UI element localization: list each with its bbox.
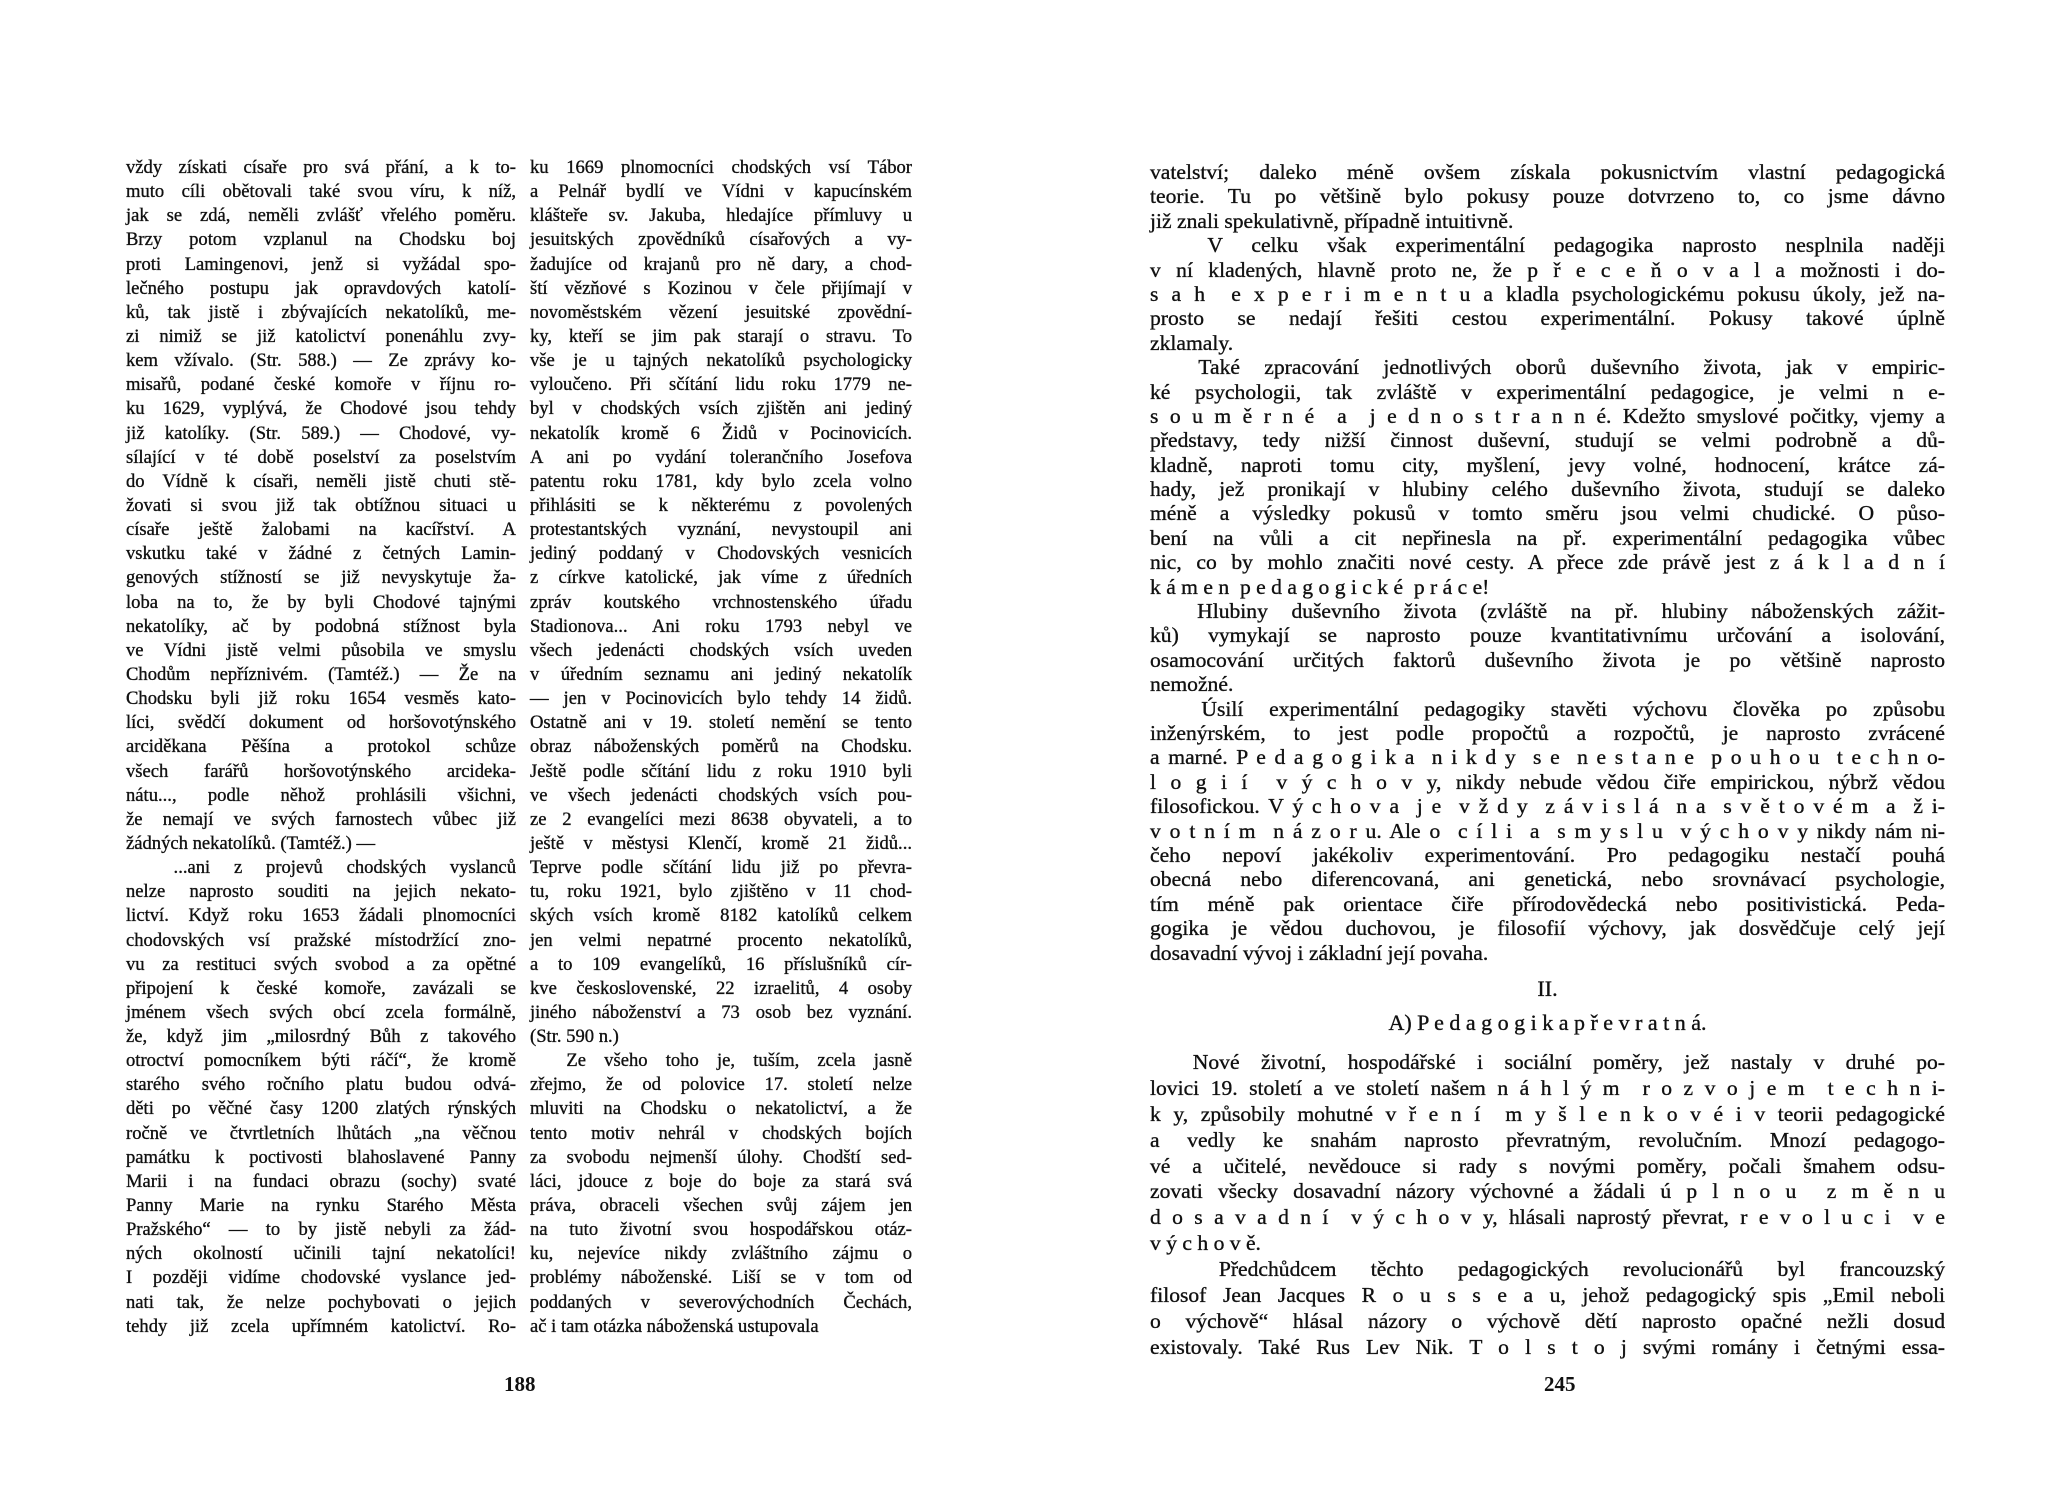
text-line: mluviti na Chodsku o nekatolictví, a že <box>530 1098 912 1120</box>
text-line: v úředním seznamu ani jediný nekatolík <box>530 663 912 685</box>
text-line: gogika je vědou duchovou, je filosofií výchovy, jak dosvědčuje celý její <box>1150 916 1945 941</box>
text-line: nátu..., podle něhož prohlásili všichni, <box>126 784 516 806</box>
text-line: jak se zdá, neměli zvlášť vřelého poměru. <box>126 205 516 227</box>
text-line: čeho nepoví jakékoliv experimentování. Pro pedagogiku nestačí pouhá <box>1150 842 1945 867</box>
text-line: Ze všeho toho je, tuším, zcela jasně <box>530 1050 912 1072</box>
text-line: d o s a v a d n í v ý c h o v y, hlásali naprostý převrat, r e v o l u c i v e <box>1150 1205 1945 1230</box>
text-line: lečného postupu jak opravdových katolí- <box>126 277 516 299</box>
text-line: nic, co by mohlo značiti nové cesty. A přece zde právě jest z á k l a d n í <box>1150 550 1945 575</box>
text-line: V celku však experimentální pedagogika naprosto nesplnila naději <box>1150 233 1945 258</box>
text-line: filosofickou. V ý c h o v a j e v ž d y z á v i s l á n a s v ě t o v é m a ž i- <box>1150 794 1945 819</box>
text-line: Ostatně ani v 19. století nemění se tento <box>530 712 912 734</box>
text-block-2 <box>1150 1050 1945 1361</box>
text-line: všech farářů horšovotýnského arcideka- <box>126 760 516 782</box>
text-line: poddaných v severovýchodních Čechách, <box>530 1291 912 1313</box>
text-line: sílající v té době poselství za poselstvím <box>126 446 516 468</box>
text-line: byl v chodských vsích zjištěn ani jediný <box>530 398 912 420</box>
text-line: žovati si svou již tak obtížnou situaci u <box>126 494 516 516</box>
text-line: ky, kteří se jim pak starají o stravu. To <box>530 325 912 347</box>
text-line: ků, tak jistě i zbývajících nekatolíků, me- <box>126 301 516 323</box>
text-line: kladně, naproti tomu city, myšlení, jevy volné, hodnocení, krátce zá- <box>1150 452 1945 477</box>
text-line: a Pelnář bydlí ve Vídni v kapucínském <box>530 181 912 203</box>
text-line: jesuitských zpovědníků císařových a vy- <box>530 229 912 251</box>
text-line: ještě v městysi Klenčí, kromě 21 židů... <box>530 832 912 854</box>
text-line: za svobodu nejmenší úlohy. Chodští sed- <box>530 1146 912 1168</box>
text-line: Pražského“ — to by jistě nebyli za žád- <box>126 1219 516 1241</box>
text-line: již katolíky. (Str. 589.) — Chodové, vy- <box>126 422 516 444</box>
text-line: vskutku také v žádné z četných Lamin- <box>126 543 516 565</box>
text-line: vyloučeno. Při sčítání lidu roku 1779 ne- <box>530 374 912 396</box>
text-line: proti Lamingenovi, jenž si vyžádal spo- <box>126 253 516 275</box>
text-line: ...ani z projevů chodských vyslanců <box>126 857 516 879</box>
text-line: Předchůdcem těchto pedagogických revolucionářů byl francouzský <box>1150 1257 1945 1282</box>
text-line: jediný poddaný v Chodovských vesnicích <box>530 543 912 565</box>
text-block-1 <box>1150 160 1945 965</box>
text-line: Stadionova... Ani roku 1793 nebyl ve <box>530 615 912 637</box>
text-line: zi nimiž se již katolictví ponenáhlu zvy- <box>126 325 516 347</box>
text-line: a vedly ke snahám naprosto převratným, revolučním. Mnozí pedagogo- <box>1150 1127 1945 1152</box>
text-line: obecná nebo diferencovaná, ani genetická, nebo srovnávací psychologie, <box>1150 867 1945 892</box>
text-line: I později vidíme chodovské vyslance jed- <box>126 1267 516 1289</box>
text-line: tehdy již zcela upřímném katolictví. Ro- <box>126 1315 516 1337</box>
text-line: s a h e x p e r i m e n t u a kladla psychologickému pokusu úkoly, jež na- <box>1150 281 1945 306</box>
text-line: lictví. Když roku 1653 žádali plnomocníci <box>126 905 516 927</box>
text-line: ku 1669 plnomocníci chodských vsí Tábor <box>530 157 912 178</box>
text-line: ků) vymykají se naprosto pouze kvantitativnímu určování a isolování, <box>1150 623 1945 648</box>
text-line: vše je u tajných nekatolíků psychologicky <box>530 350 912 372</box>
text-line: vatelství; daleko méně ovšem získala pokusnictvím vlastní pedagogická <box>1150 160 1945 184</box>
text-line: ku, nejevíce nikdy zvláštního zájmu o <box>530 1243 912 1265</box>
text-line: s o u m ě r n é a j e d n o s t r a n n é. Kdežto smyslové počitky, vjemy a <box>1150 403 1945 428</box>
text-line: připojení k české komoře, zavázali se <box>126 977 516 999</box>
text-line: teorie. Tu po většině bylo pokusy pouze dotvrzeno to, co jsme dávno <box>1150 184 1945 209</box>
text-line: líci, svědčí dokument od horšovotýnského <box>126 712 516 734</box>
text-line: že, když jim „milosrdný Bůh z takového <box>126 1026 516 1048</box>
text-line: bení na vůli a cit nepřinesla na př. experimentální pedagogika vůbec <box>1150 525 1945 550</box>
text-line: žadujíce od krajanů pro ně dary, a chod- <box>530 253 912 275</box>
text-line: jiného náboženství a 73 osob bez vyznání. <box>530 1001 912 1023</box>
page-number: 245 <box>1544 1372 1576 1396</box>
text-line: nekatolík kromě 6 Židů v Pocinovicích. <box>530 422 912 444</box>
text-line: Také zpracování jednotlivých oborů duševního života, jak v empiric- <box>1150 355 1945 380</box>
text-line: ku 1629, vyplývá, že Chodové jsou tehdy <box>126 398 516 420</box>
section-title: A) P e d a g o g i k a p ř e v r a t n á. <box>1388 1010 1707 1035</box>
text-column-1 <box>126 156 516 1339</box>
text-line: Ještě podle sčítání lidu z roku 1910 byli <box>530 760 912 782</box>
text-line: v ý c h o v ě. <box>1150 1231 1261 1256</box>
text-line: vé a učitelé, nevědouce si rady s novými poměry, počali šmahem odsu- <box>1150 1153 1945 1178</box>
text-line: misařů, podané české komoře v říjnu ro- <box>126 374 516 396</box>
text-line: v o t n í m n á z o r u. Ale o c í l i a s m y s l u v ý c h o v y nikdy nám ni- <box>1150 818 1945 843</box>
text-line: již znali spekulativně, případně intuitivně. <box>1150 208 1514 233</box>
page-number: 188 <box>504 1372 536 1396</box>
text-line: ač i tam otázka náboženská ustupovala <box>530 1315 819 1337</box>
text-line: ných okolností učinili tajní nekatolíci! <box>126 1243 516 1265</box>
text-line: arciděkana Pěšína a protokol schůze <box>126 736 516 758</box>
text-line: l o g i í v ý c h o v y, nikdy nebude vědou čiře empirickou, nýbrž vědou <box>1150 769 1945 794</box>
text-line: k y, způsobily mohutné v ř e n í m y š l e n k o v é i v teorii pedagogické <box>1150 1101 1945 1126</box>
text-line: méně a výsledky pokusů v tomto směru jsou velmi chudické. O půso- <box>1150 501 1945 526</box>
text-line: Panny Marie na rynku Starého Města <box>126 1195 516 1217</box>
text-line: genových stížností se již nevyskytuje ža- <box>126 567 516 589</box>
text-column-2 <box>530 156 912 1339</box>
text-line: novoměstském vězení jesuitské zpovědní- <box>530 301 912 323</box>
text-line: a marné. P e d a g o g i k a n i k d y s e n e s t a n e p o u h o u t e c h n o- <box>1150 745 1945 770</box>
text-line: Hlubiny duševního života (zvláště na př. hlubiny náboženských zážit- <box>1150 599 1945 624</box>
text-line: starého svého ročního platu budou odvá- <box>126 1074 516 1096</box>
text-line: nati tak, že nelze pochybovati o jejich <box>126 1291 516 1313</box>
text-line: ročně ve čtvrtletních lhůtách „na věčnou <box>126 1122 516 1144</box>
section-number: II. <box>1537 976 1558 1001</box>
text-line: z církve katolické, jak víme z úředních <box>530 567 912 589</box>
text-line: o výchově“ hlásal názory o výchově dětí naprosto opačné nežli dosud <box>1150 1308 1945 1333</box>
text-line: Chodsku byli již roku 1654 vesměs kato- <box>126 688 516 710</box>
text-line: (Str. 590 n.) <box>530 1026 619 1048</box>
text-line: nemožné. <box>1150 672 1234 697</box>
text-line: tu, roku 1921, bylo zjištěno v 11 chod- <box>530 881 912 903</box>
text-line: tento motiv nehrál v chodských bojích <box>530 1122 912 1144</box>
text-line: a to 109 evangelíků, 16 příslušníků cír- <box>530 953 912 975</box>
text-line: Marii i na fundaci obrazu (sochy) svaté <box>126 1170 516 1192</box>
text-line: zklamaly. <box>1150 330 1234 355</box>
text-line: žádných nekatolíků. (Tamtéž.) — <box>126 832 376 854</box>
text-line: ve všech jedenácti chodských vsích pou- <box>530 784 912 806</box>
text-line: památku k poctivosti blahoslavené Panny <box>126 1146 516 1168</box>
text-line: loba na to, že by byli Chodové tajnými <box>126 591 516 613</box>
text-line: vždy získati císaře pro svá přání, a k to- <box>126 157 516 178</box>
text-line: ve Vídni jistě velmi působila ve smyslu <box>126 639 516 661</box>
text-line: chodovských vsí pražské místodržící zno- <box>126 929 516 951</box>
text-line: ští vězňové s Kozinou v čele přijímají v <box>530 277 912 299</box>
text-line: všech jedenácti chodských vsích uveden <box>530 639 912 661</box>
text-line: Teprve podle sčítání lidu již po převra- <box>530 857 912 879</box>
text-line: Brzy potom vzplanul na Chodsku boj <box>126 229 516 251</box>
text-line: obraz náboženských poměrů na Chodsku. <box>530 736 912 758</box>
text-line: filosof Jean Jacques R o u s s e a u, jehož pedagogický spis „Emil neboli <box>1150 1283 1945 1308</box>
text-line: problémy náboženské. Liší se v tom od <box>530 1267 912 1289</box>
text-line: ké psychologii, tak zvláště v experimentální pedagogice, je velmi n e- <box>1150 379 1945 404</box>
text-line: do Vídně k císaři, neměli jistě chuti stě- <box>126 470 516 492</box>
text-line: hady, jež pronikají v hlubiny celého duševního života, studují se daleko <box>1150 477 1945 502</box>
text-line: vu za restituci svých svobod a za opětné <box>126 953 516 975</box>
text-line: představy, tedy nižší činnost duševní, studují se velmi podrobně a dů- <box>1150 428 1945 453</box>
text-line: k á m e n p e d a g o g i c k é p r á c e! <box>1150 574 1490 599</box>
text-line: Nové životní, hospodářské i sociální poměry, jež nastaly v druhé po- <box>1150 1050 1945 1074</box>
text-line: že nemají ve svých farnostech vůbec již <box>126 808 516 830</box>
text-line: protestantských vyznání, nevystoupil ani <box>530 519 912 541</box>
text-line: jménem všech svých obcí zcela formálně, <box>126 1001 516 1023</box>
text-line: dosavadní vývoj i základní její povaha. <box>1150 940 1489 965</box>
text-line: patentu roku 1781, kdy bylo zcela volno <box>530 470 912 492</box>
text-line: jen velmi nepatrné procento nekatolíků, <box>530 929 912 951</box>
text-line: tím méně pak orientace čiře přírodovědecká nebo positivistická. Peda- <box>1150 891 1945 916</box>
text-line: otroctví pomocníkem býti ráčí“, že kromě <box>126 1050 516 1072</box>
text-line: lovici 19. století a ve století našem n á h l ý m r o z v o j e m t e c h n i- <box>1150 1075 1945 1100</box>
text-line: císaře ještě žalobami na kacířství. A <box>126 519 516 541</box>
text-line: Chodům nepříznivém. (Tamtéž.) — Že na <box>126 663 516 685</box>
text-line: zřejmo, že od polovice 17. století nelze <box>530 1074 912 1096</box>
text-line: na tuto životní svou hospodářskou otáz- <box>530 1219 912 1241</box>
text-line: práva, obraceli všechen svůj zájem jen <box>530 1195 912 1217</box>
text-line: Úsilí experimentální pedagogiky stavěti výchovu člověka po způsobu <box>1150 696 1945 721</box>
text-line: kve československé, 22 izraelitů, 4 osoby <box>530 977 912 999</box>
text-line: děti po věčné časy 1200 zlatých rýnských <box>126 1098 516 1120</box>
text-line: v ní kladených, hlavně proto ne, že p ř e c e ň o v a l a možnosti i do- <box>1150 257 1945 282</box>
text-line: přihlásiti se k některému z povolených <box>530 494 912 516</box>
text-line: existovaly. Také Rus Lev Nik. T o l s t o j svými romány i četnými essa- <box>1150 1334 1945 1359</box>
text-line: — jen v Pocinovicích bylo tehdy 14 židů. <box>530 688 912 710</box>
text-line: A ani po vydání tolerančního Josefova <box>530 446 912 468</box>
text-line: inženýrském, to jest podle propočtů a rozpočtů, je naprosto zvrácené <box>1150 720 1945 745</box>
text-line: kem vžívalo. (Str. 588.) — Ze zprávy ko- <box>126 350 516 372</box>
text-line: muto cíli obětovali také svou víru, k níž, <box>126 181 516 203</box>
text-line: klášteře sv. Jakuba, hledajíce přímluvy u <box>530 205 912 227</box>
right-page <box>1032 0 2064 1500</box>
text-line: prosto se nedají řešiti cestou experimentální. Pokusy takové úplně <box>1150 306 1945 331</box>
text-line: osamocování určitých faktorů duševního života je po většině naprosto <box>1150 647 1945 672</box>
text-line: láci, jdouce z boje do boje za stará svá <box>530 1170 912 1192</box>
text-line: nelze naprosto souditi na jejich nekato- <box>126 881 516 903</box>
text-line: ze 2 evangelíci mezi 8638 obyvateli, a to <box>530 808 912 830</box>
text-line: zovati všecky dosavadní názory výchovné a žádali ú p l n o u z m ě n u <box>1150 1179 1945 1204</box>
text-line: zpráv koutského vrchnostenského úřadu <box>530 591 912 613</box>
text-line: ských vsích kromě 8182 katolíků celkem <box>530 905 912 927</box>
text-line: nekatolíky, ač by podobná stížnost byla <box>126 615 516 637</box>
